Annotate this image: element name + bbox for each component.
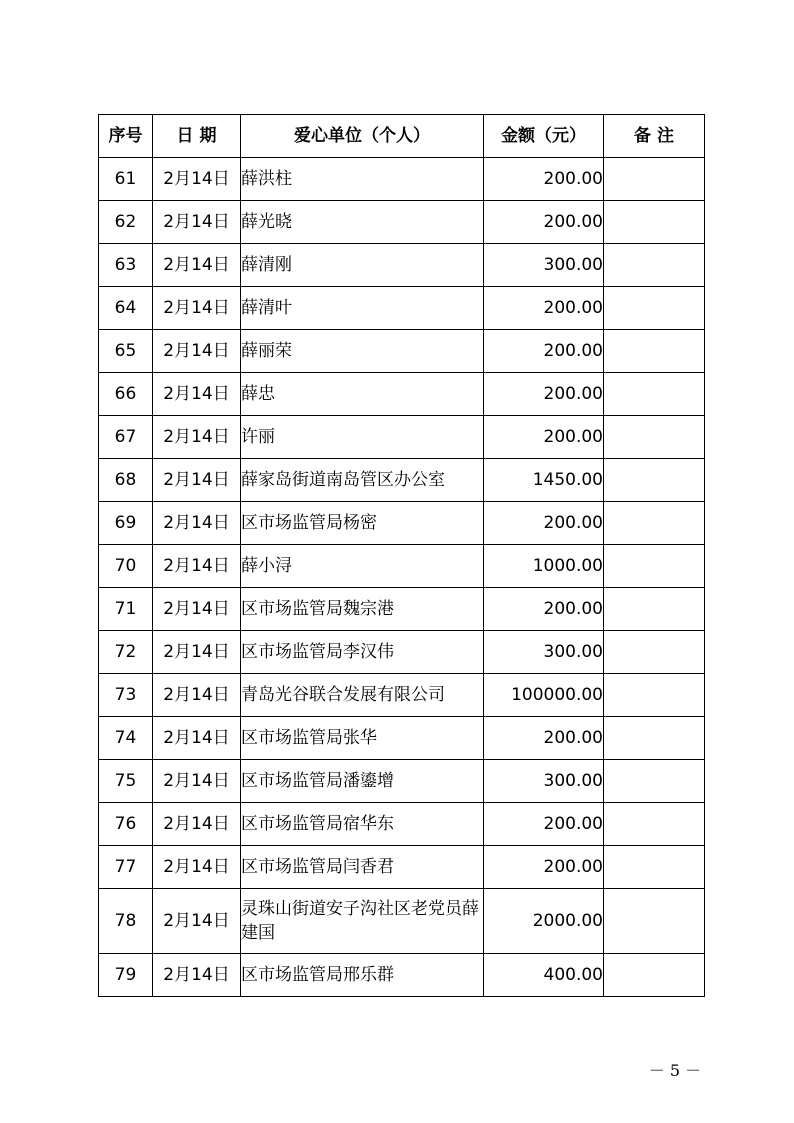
- table-row: [99, 373, 705, 416]
- cell-remark: [604, 717, 705, 760]
- cell-amount: 200.00: [484, 330, 604, 373]
- cell-no: 66: [99, 373, 153, 416]
- cell-no: 79: [99, 954, 153, 997]
- table-row: [99, 889, 705, 954]
- table-row: [99, 330, 705, 373]
- cell-amount: 300.00: [484, 760, 604, 803]
- table-row: [99, 803, 705, 846]
- table-row: [99, 717, 705, 760]
- cell-amount: 2000.00: [484, 889, 604, 954]
- cell-date: 2月14日: [153, 588, 241, 631]
- cell-donor: 区市场监管局邢乐群: [241, 954, 484, 997]
- cell-date: 2月14日: [153, 674, 241, 717]
- cell-no: 78: [99, 889, 153, 954]
- cell-no: 74: [99, 717, 153, 760]
- cell-date: 2月14日: [153, 330, 241, 373]
- cell-date: 2月14日: [153, 846, 241, 889]
- cell-remark: [604, 954, 705, 997]
- cell-amount: 300.00: [484, 631, 604, 674]
- cell-remark: [604, 803, 705, 846]
- cell-remark: [604, 588, 705, 631]
- table-row: [99, 674, 705, 717]
- cell-donor: 青岛光谷联合发展有限公司: [241, 674, 484, 717]
- table-row: [99, 201, 705, 244]
- table-row: [99, 954, 705, 997]
- table-row: [99, 416, 705, 459]
- table-row: [99, 631, 705, 674]
- cell-date: 2月14日: [153, 717, 241, 760]
- cell-date: 2月14日: [153, 287, 241, 330]
- cell-amount: 200.00: [484, 502, 604, 545]
- cell-donor: 薛光晓: [241, 201, 484, 244]
- cell-date: 2月14日: [153, 631, 241, 674]
- cell-donor: 区市场监管局魏宗港: [241, 588, 484, 631]
- table-row: [99, 760, 705, 803]
- cell-remark: [604, 846, 705, 889]
- table-row: [99, 545, 705, 588]
- header-no: 序号: [99, 115, 153, 158]
- table-row: [99, 502, 705, 545]
- cell-no: 77: [99, 846, 153, 889]
- cell-no: 62: [99, 201, 153, 244]
- table-body: [99, 158, 705, 997]
- cell-remark: [604, 502, 705, 545]
- table-row: [99, 588, 705, 631]
- table-header-row: [99, 115, 705, 158]
- cell-no: 68: [99, 459, 153, 502]
- cell-amount: 300.00: [484, 244, 604, 287]
- cell-no: 73: [99, 674, 153, 717]
- header-date: 日 期: [153, 115, 241, 158]
- cell-date: 2月14日: [153, 459, 241, 502]
- cell-remark: [604, 631, 705, 674]
- cell-date: 2月14日: [153, 502, 241, 545]
- donation-table: [98, 114, 705, 997]
- cell-donor: 许丽: [241, 416, 484, 459]
- cell-no: 67: [99, 416, 153, 459]
- cell-remark: [604, 416, 705, 459]
- cell-remark: [604, 760, 705, 803]
- cell-date: 2月14日: [153, 244, 241, 287]
- table-row: [99, 158, 705, 201]
- cell-remark: [604, 201, 705, 244]
- cell-date: 2月14日: [153, 158, 241, 201]
- cell-amount: 1000.00: [484, 545, 604, 588]
- cell-donor: 薛小浔: [241, 545, 484, 588]
- cell-donor: 区市场监管局张华: [241, 717, 484, 760]
- cell-donor: 灵珠山街道安子沟社区老党员薛建国: [241, 889, 484, 954]
- cell-donor: 薛清刚: [241, 244, 484, 287]
- table-row: [99, 459, 705, 502]
- cell-donor: 区市场监管局李汉伟: [241, 631, 484, 674]
- cell-no: 65: [99, 330, 153, 373]
- header-amount: 金额（元）: [484, 115, 604, 158]
- cell-amount: 1450.00: [484, 459, 604, 502]
- cell-donor: 薛忠: [241, 373, 484, 416]
- cell-date: 2月14日: [153, 201, 241, 244]
- cell-date: 2月14日: [153, 889, 241, 954]
- cell-donor: 区市场监管局闫香君: [241, 846, 484, 889]
- cell-remark: [604, 889, 705, 954]
- cell-amount: 200.00: [484, 287, 604, 330]
- cell-donor: 区市场监管局潘鎏增: [241, 760, 484, 803]
- cell-no: 72: [99, 631, 153, 674]
- cell-no: 70: [99, 545, 153, 588]
- cell-amount: 200.00: [484, 803, 604, 846]
- table-row: [99, 846, 705, 889]
- cell-date: 2月14日: [153, 760, 241, 803]
- cell-amount: 200.00: [484, 846, 604, 889]
- cell-no: 61: [99, 158, 153, 201]
- cell-remark: [604, 459, 705, 502]
- cell-date: 2月14日: [153, 954, 241, 997]
- cell-no: 63: [99, 244, 153, 287]
- cell-date: 2月14日: [153, 545, 241, 588]
- cell-donor: 薛丽荣: [241, 330, 484, 373]
- cell-remark: [604, 330, 705, 373]
- cell-amount: 200.00: [484, 717, 604, 760]
- cell-no: 64: [99, 287, 153, 330]
- cell-donor: 薛清叶: [241, 287, 484, 330]
- cell-date: 2月14日: [153, 803, 241, 846]
- cell-no: 76: [99, 803, 153, 846]
- cell-amount: 200.00: [484, 201, 604, 244]
- page-number: － 5 －: [648, 1061, 702, 1080]
- cell-remark: [604, 244, 705, 287]
- cell-donor: 薛洪柱: [241, 158, 484, 201]
- cell-amount: 200.00: [484, 588, 604, 631]
- cell-remark: [604, 674, 705, 717]
- cell-donor: 区市场监管局杨密: [241, 502, 484, 545]
- header-remark: 备 注: [604, 115, 705, 158]
- cell-remark: [604, 373, 705, 416]
- table-row: [99, 244, 705, 287]
- cell-amount: 200.00: [484, 158, 604, 201]
- cell-amount: 100000.00: [484, 674, 604, 717]
- cell-remark: [604, 287, 705, 330]
- cell-no: 69: [99, 502, 153, 545]
- cell-amount: 400.00: [484, 954, 604, 997]
- cell-no: 71: [99, 588, 153, 631]
- cell-date: 2月14日: [153, 373, 241, 416]
- header-donor: 爱心单位（个人）: [241, 115, 484, 158]
- cell-amount: 200.00: [484, 373, 604, 416]
- cell-no: 75: [99, 760, 153, 803]
- table-row: [99, 287, 705, 330]
- cell-remark: [604, 158, 705, 201]
- cell-amount: 200.00: [484, 416, 604, 459]
- cell-donor: 区市场监管局宿华东: [241, 803, 484, 846]
- cell-remark: [604, 545, 705, 588]
- cell-donor: 薛家岛街道南岛管区办公室: [241, 459, 484, 502]
- cell-date: 2月14日: [153, 416, 241, 459]
